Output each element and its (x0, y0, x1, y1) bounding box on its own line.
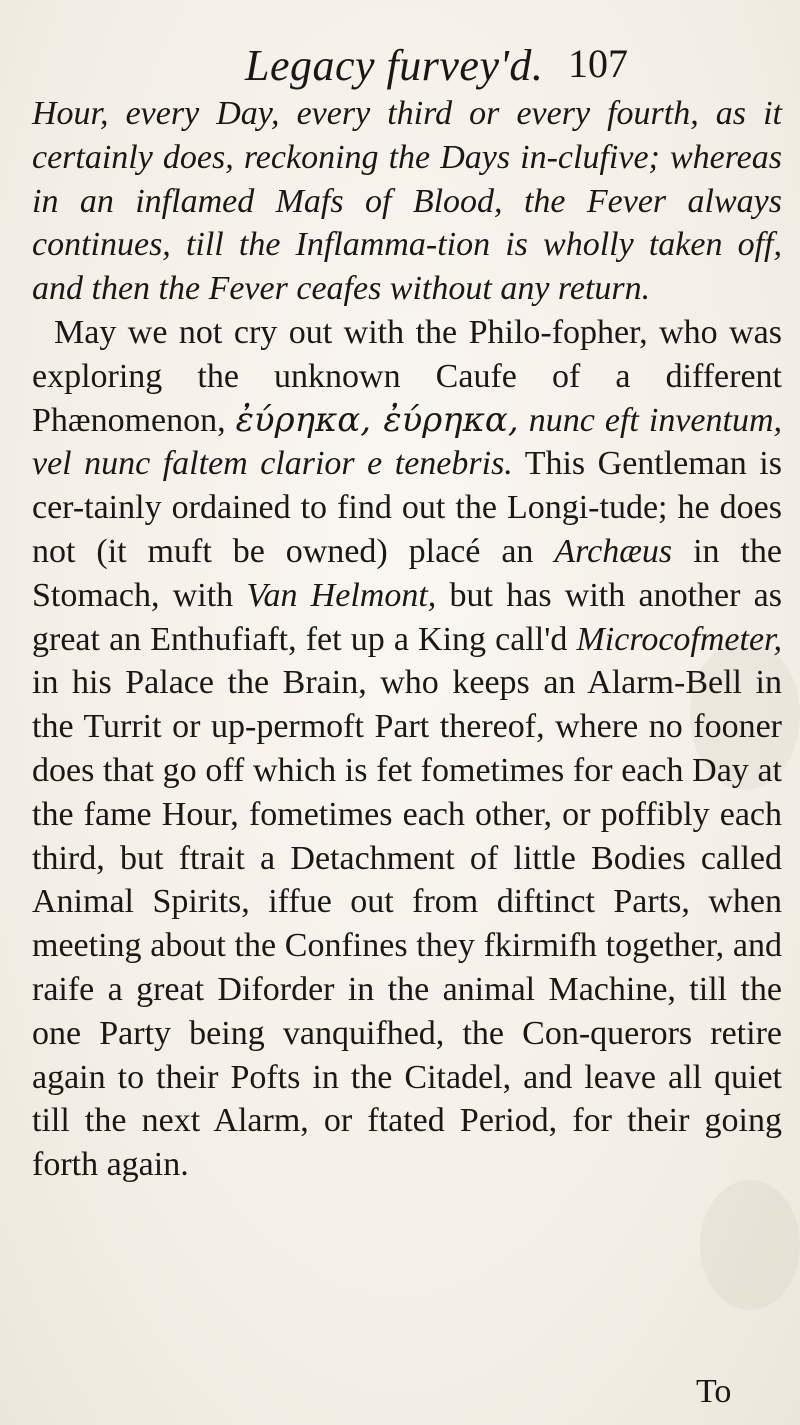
paragraph-2-text-d: but has with another as great an Enthufiaft, fet up a King call'd (32, 576, 783, 658)
paragraph-2-text-b: This Gentleman is cer-tainly ordained to find out the Longi-tude; he does not (it muft be owned) placé an (32, 445, 782, 570)
paragraph-2-text-e: in his Palace the Brain, who keeps an Alarm-Bell in the Turrit or up-permoft Part thereof, where no fooner does that go off which is fet fometimes for each Day at the fame Hour, fometimes each other, or poffibly each third, but ftrait a Detachment of little Bodies called Animal Spirits, iffue out from diftinct Parts, when meeting about the Confines they fkirmifh together, and raife a great Diforder in the animal Machine, till the one Party being vanquifhed, the Con-querors retire again to their Pofts in the Citadel, and leave all quiet till the next Alarm, or ftated Period, for their going forth again. (32, 664, 782, 1184)
paragraph-1: Hour, every Day, every third or every fourth, as it certainly does, reckoning the Days in-clufive; whereas in an inflamed Mafs of Blood, the Fever always continues, till the Inflamma-tion is wholly taken off, and then the Fever ceafes without any return. (32, 95, 782, 308)
microcosmeter-term: Microcofmeter, (576, 620, 782, 658)
van-helmont-name: Van Helmont, (246, 576, 437, 614)
page-header (245, 40, 725, 100)
running-title: Legacy furvey'd. (245, 41, 544, 90)
paragraph-2-text-c: in the Stomach, with (32, 532, 783, 614)
body-text (32, 92, 782, 1187)
archaeus-term: Archæus (554, 532, 673, 570)
catchword: To (696, 1373, 732, 1410)
greek-quote: ἐύρηκα, ἐύρηκα, (235, 399, 519, 440)
page-number: 107 (568, 41, 628, 86)
paragraph-2 (32, 311, 782, 1187)
paper-stain (700, 1180, 800, 1310)
paragraph-2-text-a: May we not cry out with the Philo-fopher, who was exploring the unknown Caufe of a different Phænomenon, (32, 313, 782, 439)
latin-quote: nunc eft inventum, vel nunc faltem clarior e tenebris. (32, 401, 783, 483)
